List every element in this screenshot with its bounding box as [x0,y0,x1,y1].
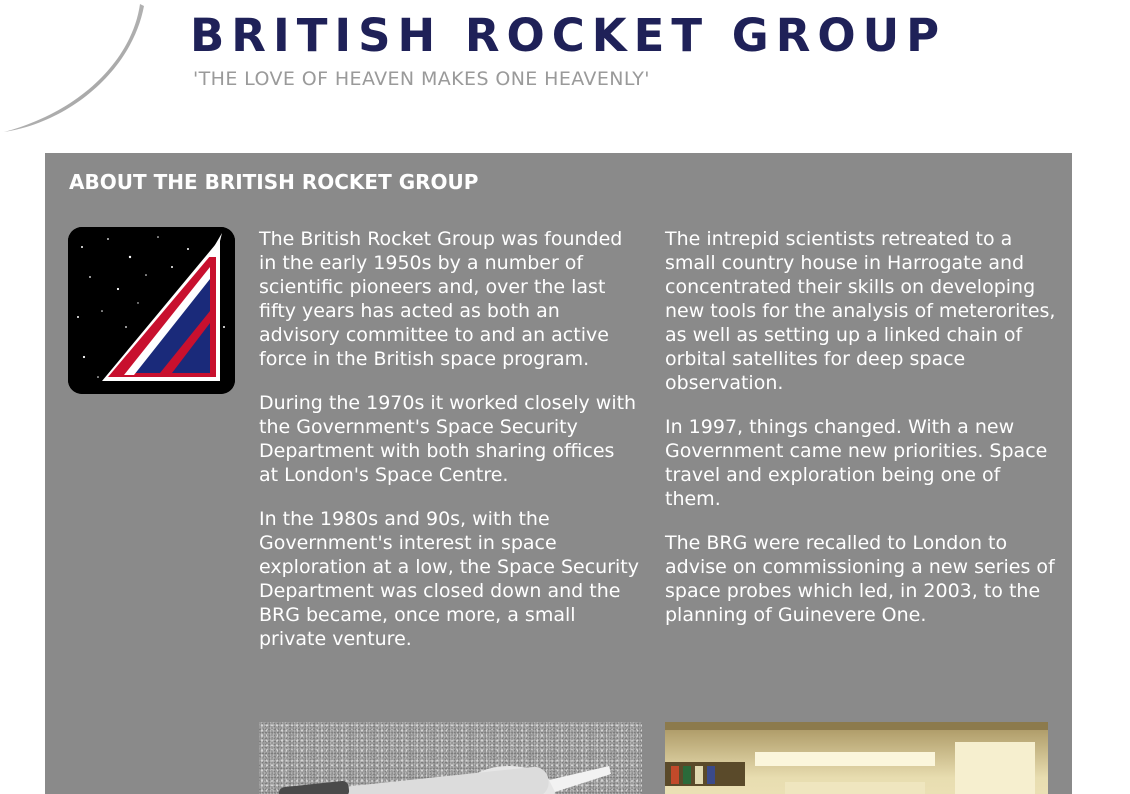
rocket-union-jack-emblem [68,227,235,394]
about-panel [45,153,1072,794]
about-paragraph: The British Rocket Group was founded in the early 1950s by a number of scientific pioneers and, over the last fifty years has acted as both an advisory committee to and an active force in the British space program. [259,228,623,370]
brg-emblem-image [68,227,235,394]
site-header [0,0,1130,150]
about-paragraph: The BRG were recalled to London to advise on commissioning a new series of space probes which led, in 2003, to the planning of Guinevere One. [665,532,1055,626]
about-heading: ABOUT THE BRITISH ROCKET GROUP [69,170,479,194]
about-paragraph: In the 1980s and 90s, with the Government's interest in space exploration at a low, the Space Security Department was closed down and the BRG became, once more, a small private venture. [259,508,639,650]
about-column-right [665,227,1057,647]
about-column-left [259,227,639,671]
crescent-swoosh-icon [0,0,160,140]
about-paragraph: In 1997, things changed. With a new Government came new priorities. Space travel and exploration being one of them. [665,416,1048,510]
about-paragraph: The intrepid scientists retreated to a small country house in Harrogate and concentrated their skills on developing new tools for the analysis of meterorites, as well as setting up a linked chain of orbital satellites for deep space observation. [665,228,1056,394]
rocket-photo [259,722,642,794]
laboratory-photo [665,722,1048,794]
about-paragraph: During the 1970s it worked closely with the Government's Space Security Department with both sharing offices at London's Space Centre. [259,392,637,486]
site-tagline: 'THE LOVE OF HEAVEN MAKES ONE HEAVENLY' [193,68,650,90]
site-logo-title[interactable]: BRITISH ROCKET GROUP [190,9,947,62]
